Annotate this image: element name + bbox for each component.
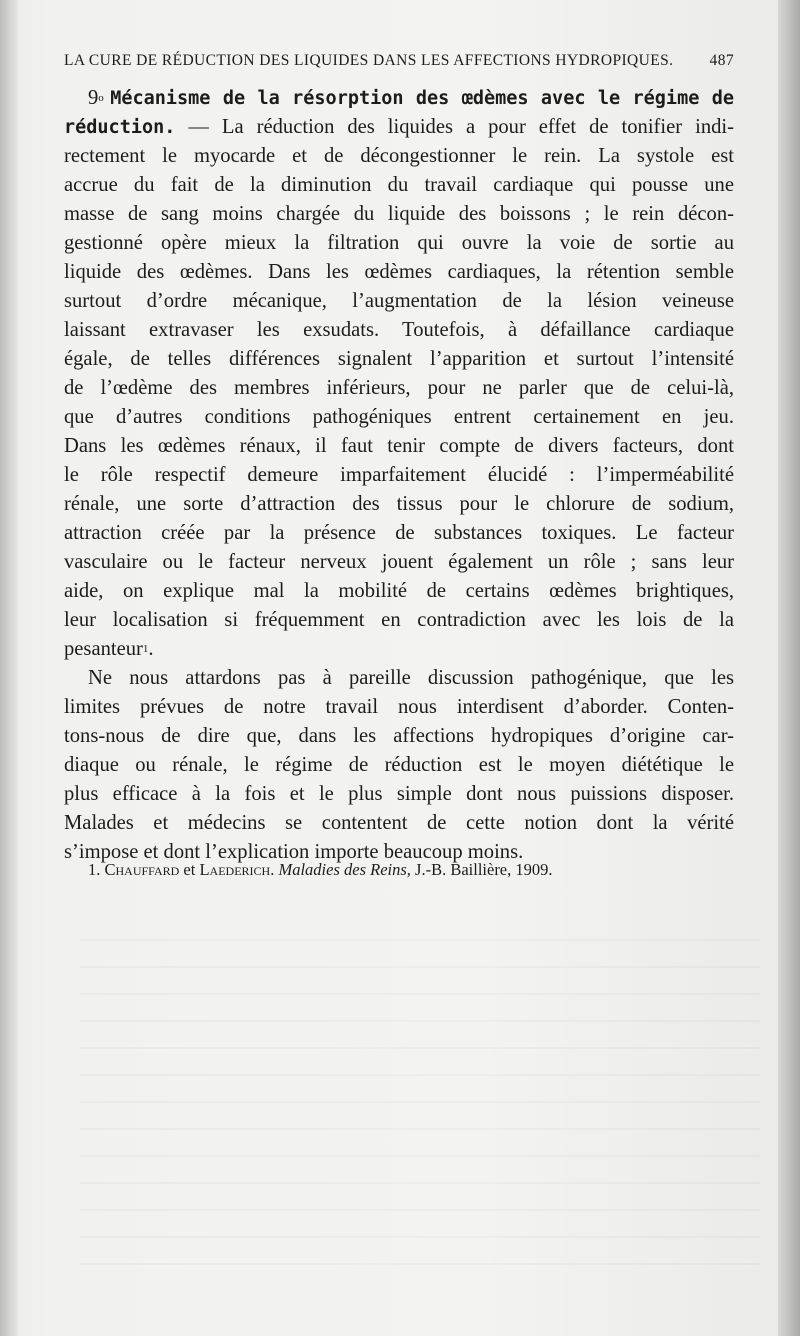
- paragraph-line: aide, on explique mal la mobilité de certains œdèmes brightiques,: [64, 580, 734, 602]
- paragraph-text: — La réduction des liquides a pour effet de tonifier indi-: [175, 116, 734, 138]
- paragraph-line: laissant extravaser les exsudats. Toutefois, à défaillance cardiaque: [64, 319, 734, 341]
- paragraph-line: attraction créée par la présence de substances toxiques. Le facteur: [64, 522, 734, 544]
- footnote-conj: et: [183, 860, 196, 879]
- paragraph-line: Dans les œdèmes rénaux, il faut tenir compte de divers facteurs, dont: [64, 435, 734, 457]
- paragraph-line: Ne nous attardons pas à pareille discussion pathogénique, que les: [88, 667, 734, 689]
- running-header: [64, 52, 734, 70]
- page-number: 487: [709, 52, 734, 69]
- paragraph-text: s’impose et dont l’explication importe beaucoup moins.: [64, 841, 524, 863]
- footnote-marker: 1: [142, 643, 149, 655]
- paragraph-line: pesanteur$^1$.: [64, 638, 154, 660]
- page-left-shadow: [0, 0, 18, 1336]
- paragraph-text: pesanteur: [64, 638, 143, 660]
- section-heading-cont: réduction.: [64, 117, 176, 138]
- footnote: [88, 860, 734, 880]
- main-text: [64, 84, 734, 867]
- paragraph-line: plus efficace à la fois et le plus simple dont nous puissions disposer.: [64, 783, 734, 805]
- paragraph-line: vasculaire ou le facteur nerveux jouent également un rôle ; sans leur: [64, 551, 734, 573]
- paragraph-line: leur localisation si fréquemment en contradiction avec les lois de la: [64, 609, 734, 631]
- footnote-author: Chauffard: [104, 860, 180, 879]
- paragraph-line: tons-nous de dire que, dans les affections hydropiques d’origine car-: [64, 725, 734, 747]
- paragraph-line: égale, de telles différences signalent l’apparition et surtout l’intensité: [64, 348, 734, 370]
- paragraph-line: [64, 113, 734, 142]
- paragraph-line: rénale, une sorte d’attraction des tissus pour le chlorure de sodium,: [64, 493, 734, 515]
- footnote-author: Laederich.: [199, 860, 275, 879]
- paragraph-line: liquide des œdèmes. Dans les œdèmes cardiaques, la rétention semble: [64, 261, 734, 283]
- paragraph-line: limites prévues de notre travail nous interdisent d’aborder. Conten-: [64, 696, 734, 718]
- section-number: 9: [88, 87, 99, 109]
- paragraph-line: de l’œdème des membres inférieurs, pour ne parler que de celui-là,: [64, 377, 734, 399]
- paragraph-line: Malades et médecins se contentent de cette notion dont la vérité: [64, 812, 734, 834]
- paragraph-line: le rôle respectif demeure imparfaitement élucidé : l’imperméabilité: [64, 464, 734, 486]
- footnote-title: Maladies des Reins,: [278, 860, 411, 879]
- footnote-publisher: J.-B. Baillière, 1909.: [415, 860, 553, 879]
- paragraph-line: rectement le myocarde et de décongestionner le rein. La systole est: [64, 145, 734, 167]
- running-title: LA CURE DE RÉDUCTION DES LIQUIDES DANS LES AFFECTIONS HYDROPIQUES.: [64, 52, 674, 69]
- paragraph-line: masse de sang moins chargée du liquide des boissons ; le rein décon-: [64, 203, 734, 225]
- paragraph-line: gestionné opère mieux la filtration qui ouvre la voie de sortie au: [64, 232, 734, 254]
- footnote-number: 1.: [88, 860, 101, 879]
- section-heading: Mécanisme de la résorption des œdèmes avec le régime de: [110, 88, 734, 109]
- paragraph-line: que d’autres conditions pathogéniques entrent certainement en jeu.: [64, 406, 734, 428]
- paragraph-line: diaque ou rénale, le régime de réduction est le moyen diététique le: [64, 754, 734, 776]
- section-heading-line: [64, 84, 734, 113]
- page-right-shadow: [778, 0, 800, 1336]
- bleed-through-texture: [80, 935, 760, 1265]
- paragraph-line: surtout d’ordre mécanique, l’augmentation de la lésion veineuse: [64, 290, 734, 312]
- section-number-suffix: o: [98, 92, 104, 104]
- paragraph-line: accrue du fait de la diminution du travail cardiaque qui pousse une: [64, 174, 734, 196]
